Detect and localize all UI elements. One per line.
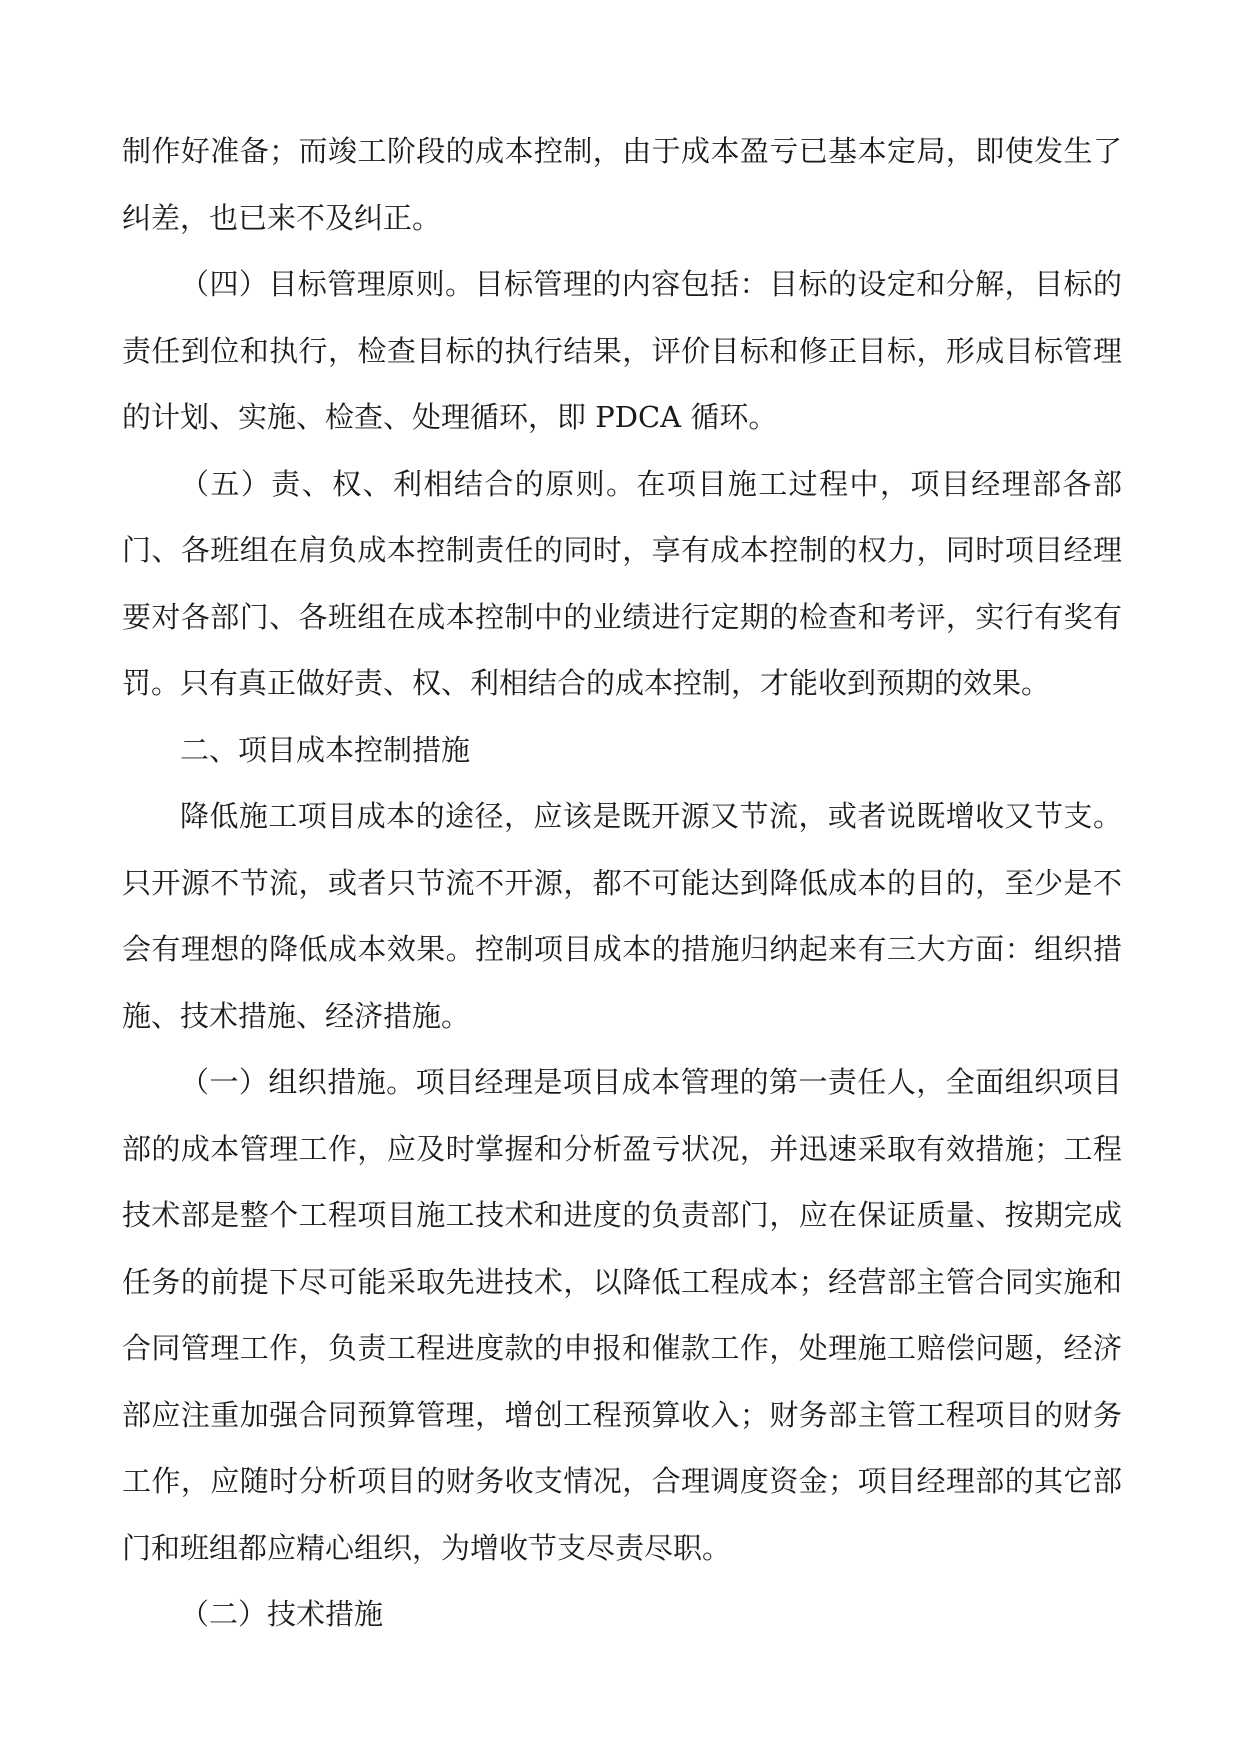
subheading-technical-measures: （二）技术措施 (180, 1597, 384, 1631)
paragraph-continuation: 制作好准备；而竣工阶段的成本控制，由于成本盈亏已基本定局，即使发生了纠差，也已来不及纠正。 (122, 134, 1122, 235)
paragraph-objective-management-principle: （四）目标管理原则。目标管理的内容包括：目标的设定和分解，目标的责任到位和执行，检查目标的执行结果，评价目标和修正目标，形成目标管理的计划、实施、检查、处理循环，即 PDCA 循环。 (122, 267, 1122, 434)
paragraph-reduce-cost-approaches: 降低施工项目成本的途径，应该是既开源又节流，或者说既增收又节支。只开源不节流，或者只节流不开源，都不可能达到降低成本的目的，至少是不会有理想的降低成本效果。控制项目成本的措施归纳起来有三大方面：组织措施、技术措施、经济措施。 (122, 799, 1122, 1033)
document-body (122, 118, 1122, 1648)
paragraph-organizational-measures: （一）组织措施。项目经理是项目成本管理的第一责任人，全面组织项目部的成本管理工作，应及时掌握和分析盈亏状况，并迅速采取有效措施；工程技术部是整个工程项目施工技术和进度的负责部门，应在保证质量、按期完成任务的前提下尽可能采取先进技术，以降低工程成本；经营部主管合同实施和合同管理工作，负责工程进度款的申报和催款工作，处理施工赔偿问题，经济部应注重加强合同预算管理，增创工程预算收入；财务部主管工程项目的财务工作，应随时分析项目的财务收支情况，合理调度资金；项目经理部的其它部门和班组都应精心组织，为增收节支尽责尽职。 (122, 1065, 1122, 1565)
section-heading-cost-control-measures: 二、项目成本控制措施 (180, 732, 471, 767)
paragraph-responsibility-rights-principle: （五）责、权、利相结合的原则。在项目施工过程中，项目经理部各部门、各班组在肩负成本控制责任的同时，享有成本控制的权力，同时项目经理要对各部门、各班组在成本控制中的业绩进行定期的检查和考评，实行有奖有罚。只有真正做好责、权、利相结合的成本控制，才能收到预期的效果。 (122, 466, 1122, 700)
